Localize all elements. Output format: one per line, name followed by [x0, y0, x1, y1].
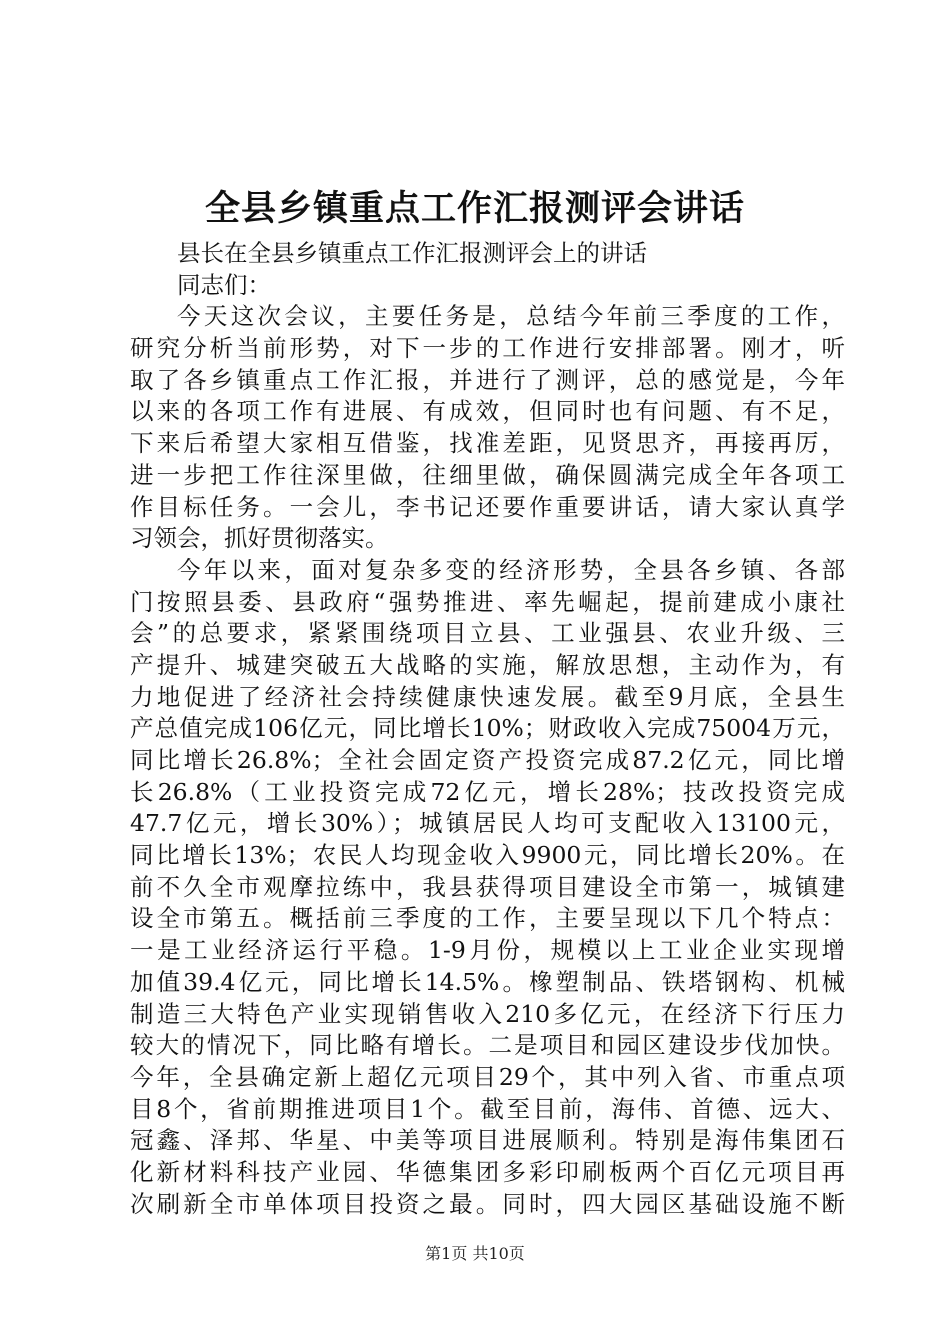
text-line: 产总值完成106亿元，同比增长10%；财政收入完成75004万元， — [130, 714, 845, 743]
text-line: 一是工业经济运行平稳。1-9月份，规模以上工业企业实现增 — [130, 936, 845, 965]
text-line: 以来的各项工作有进展、有成效，但同时也有问题、有不足， — [130, 397, 845, 426]
text-line: 县长在全县乡镇重点工作汇报测评会上的讲话 — [177, 239, 647, 267]
text-line: 47.7亿元，增长30%）；城镇居民人均可支配收入13100元， — [130, 809, 845, 838]
text-line: 设全市第五。概括前三季度的工作，主要呈现以下几个特点： — [130, 904, 845, 933]
text-line: 同比增长13%；农民人均现金收入9900元，同比增长20%。在 — [130, 841, 845, 870]
text-line: 加值39.4亿元，同比增长14.5%。橡塑制品、铁塔钢构、机械 — [130, 967, 845, 996]
text-line: 前不久全市观摩拉练中，我县获得项目建设全市第一，城镇建 — [130, 872, 845, 901]
text-line: 化新材料科技产业园、华德集团多彩印刷板两个百亿元项目再 — [130, 1157, 845, 1186]
text-line: 门按照县委、县政府“强势推进、率先崛起，提前建成小康社 — [130, 587, 845, 616]
text-line: 目8个，省前期推进项目1个。截至目前，海伟、首德、远大、 — [130, 1094, 845, 1123]
text-line: 冠鑫、泽邦、华星、中美等项目进展顺利。特别是海伟集团石 — [130, 1126, 845, 1155]
text-line: 会”的总要求，紧紧围绕项目立县、工业强县、农业升级、三 — [130, 619, 845, 648]
page-footer: 第1页 共10页 — [425, 1244, 525, 1263]
text-line: 今年以来，面对复杂多变的经济形势，全县各乡镇、各部 — [177, 555, 845, 584]
text-line: 力地促进了经济社会持续健康快速发展。截至9月底，全县生 — [130, 682, 845, 711]
text-line: 进一步把工作往深里做，往细里做，确保圆满完成全年各项工 — [130, 460, 845, 489]
text-line: 取了各乡镇重点工作汇报，并进行了测评，总的感觉是，今年 — [130, 365, 845, 394]
text-line: 今年，全县确定新上超亿元项目29个，其中列入省、市重点项 — [130, 1062, 845, 1091]
text-line: 研究分析当前形势，对下一步的工作进行安排部署。刚才，听 — [130, 334, 845, 363]
text-line: 产提升、城建突破五大战略的实施，解放思想，主动作为，有 — [130, 650, 845, 679]
text-line: 同比增长26.8%；全社会固定资产投资完成87.2亿元，同比增 — [130, 746, 845, 774]
text-line: 次刷新全市单体项目投资之最。同时，四大园区基础设施不断 — [130, 1189, 845, 1218]
text-line: 长26.8%（工业投资完成72亿元，增长28%；技改投资完成 — [130, 777, 845, 806]
text-line: 习领会，抓好贯彻落实。 — [130, 524, 389, 553]
text-line: 下来后希望大家相互借鉴，找准差距，见贤思齐，再接再厉， — [130, 429, 845, 458]
document-body — [130, 238, 845, 1220]
text-line: 较大的情况下，同比略有增长。二是项目和园区建设步伐加快。 — [130, 1031, 845, 1060]
text-line: 作目标任务。一会儿，李书记还要作重要讲话，请大家认真学 — [130, 492, 845, 521]
text-line: 同志们： — [177, 270, 271, 299]
text-line: 今天这次会议，主要任务是，总结今年前三季度的工作， — [177, 302, 845, 331]
text-line: 制造三大特色产业实现销售收入210多亿元，在经济下行压力 — [130, 999, 845, 1028]
document-title: 全县乡镇重点工作汇报测评会讲话 — [204, 188, 745, 229]
